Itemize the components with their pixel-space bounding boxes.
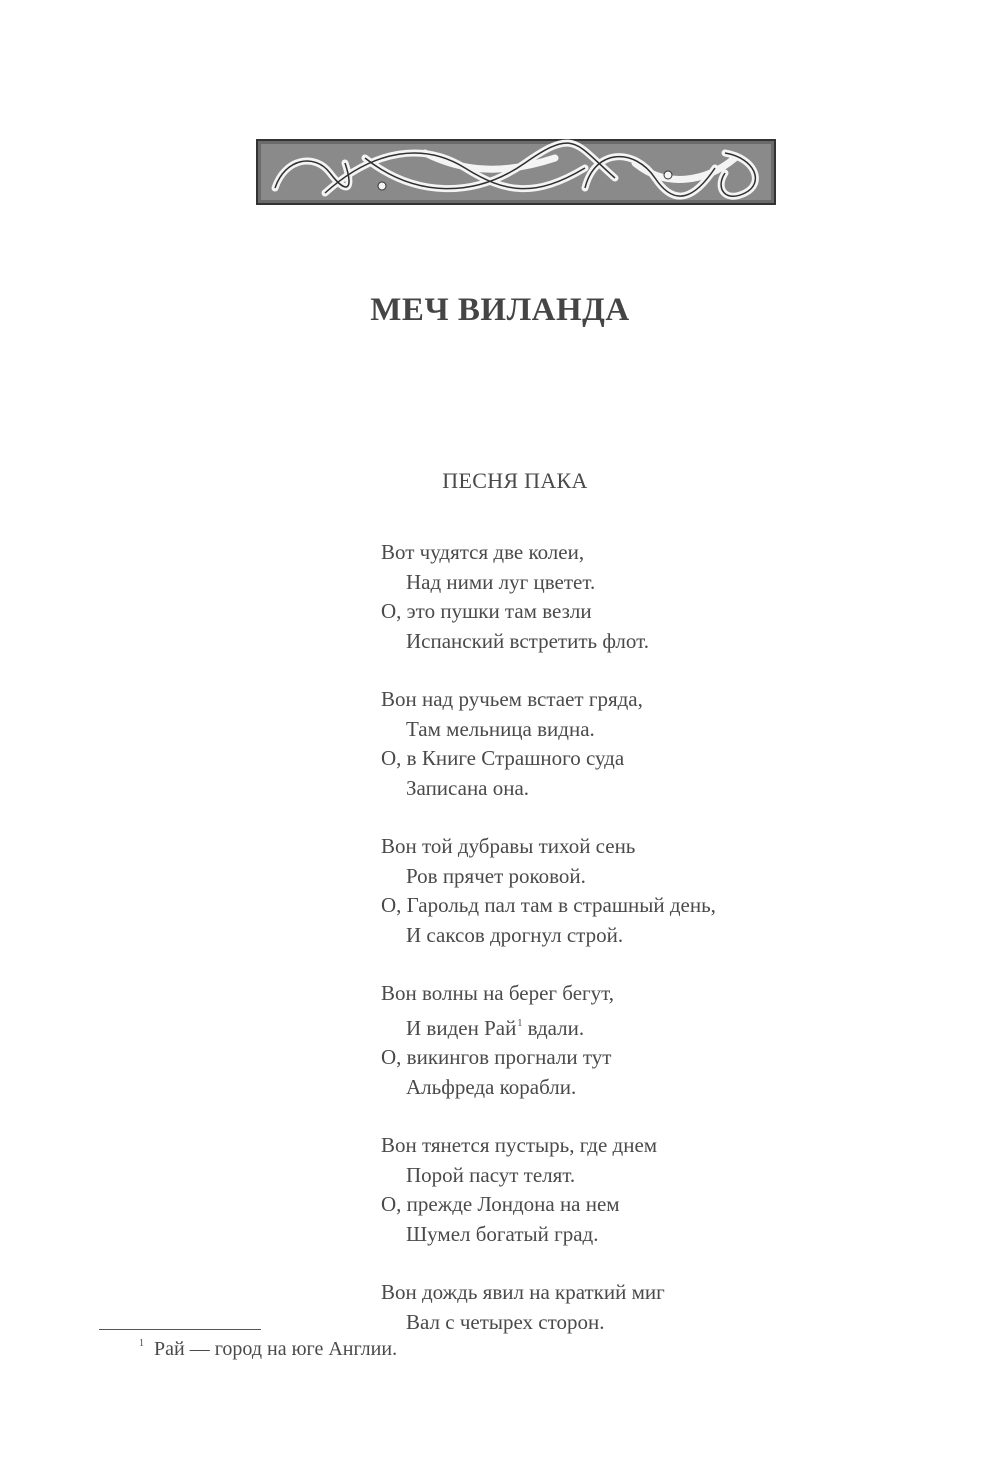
stanza	[381, 832, 716, 950]
poem-line: О, Гарольд пал там в страшный день,	[381, 893, 716, 917]
poem-line: И саксов дрогнул строй.	[406, 922, 624, 947]
footnote-mark: 1	[139, 1338, 144, 1349]
footnote-divider	[99, 1329, 261, 1330]
poem-line: О, прежде Лондона на нем	[381, 1192, 620, 1216]
chapter-title: МЕЧ ВИЛАНДА	[370, 292, 630, 328]
poem-line: Вон волны на берег бегут,	[381, 981, 614, 1005]
poem-line: Альфреда корабли.	[406, 1074, 577, 1099]
celtic-knotwork-headpiece-icon	[255, 138, 777, 206]
poem-line: Записана она.	[406, 775, 530, 800]
poem-line: Испанский встретить флот.	[406, 628, 649, 653]
poem-line: Вон над ручьем встает гряда,	[381, 687, 643, 711]
poem	[381, 538, 716, 1366]
poem-title: ПЕСНЯ ПАКА	[442, 468, 588, 493]
poem-line: Там мельница видна.	[406, 716, 595, 741]
poem-line: Вал с четырех сторон.	[406, 1309, 605, 1334]
poem-line: Вон дождь явил на краткий миг	[381, 1280, 665, 1304]
poem-line: Вон той дубравы тихой сень	[381, 834, 636, 858]
poem-line: Порой пасут телят.	[406, 1162, 576, 1187]
stanza	[381, 1131, 716, 1249]
poem-line: Над ними луг цветет.	[406, 569, 596, 594]
poem-line	[381, 1009, 716, 1044]
stanza	[381, 979, 716, 1102]
footnote-text: Рай — город на юге Англии.	[154, 1338, 398, 1360]
poem-line: О, это пушки там везли	[381, 599, 592, 623]
stanza	[381, 538, 716, 656]
poem-line-text: И виден Рай	[406, 1015, 517, 1040]
poem-line: О, викингов прогнали тут	[381, 1045, 612, 1069]
poem-line: Шумел богатый град.	[406, 1221, 599, 1246]
footnote	[139, 1338, 397, 1361]
poem-line: Вон тянется пустырь, где днем	[381, 1133, 658, 1157]
footnote-ref[interactable]: 1	[517, 1017, 523, 1029]
poem-line-text: вдали.	[522, 1015, 585, 1040]
stanza	[381, 1278, 716, 1337]
poem-line: О, в Книге Страшного суда	[381, 746, 625, 770]
poem-line: Ров прячет роковой.	[406, 863, 586, 888]
poem-line: Вот чудятся две колеи,	[381, 540, 585, 564]
stanza	[381, 685, 716, 803]
